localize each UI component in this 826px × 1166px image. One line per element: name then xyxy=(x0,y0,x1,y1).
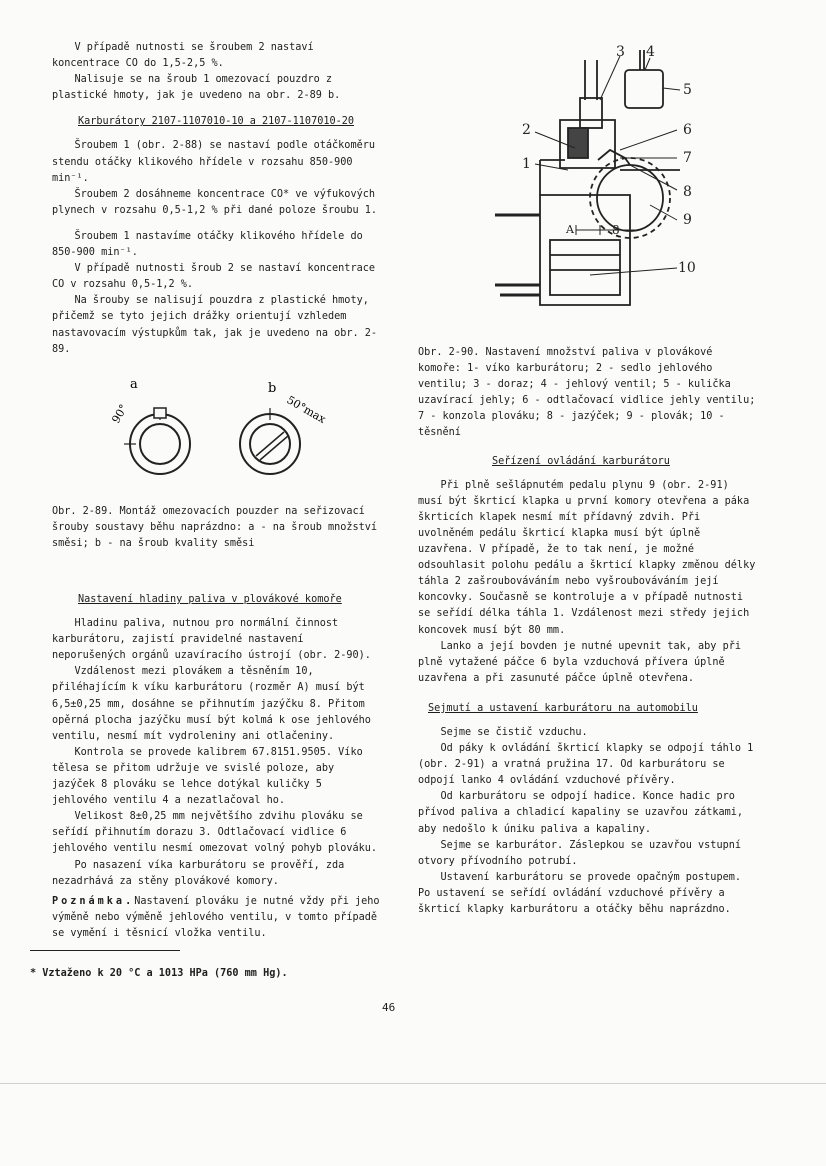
fig90-label-a: A xyxy=(566,223,574,236)
fig90-label-5: 5 xyxy=(683,82,692,98)
control-paragraph-2: Lanko a její bovden je nutné upevnit tak, aby při plně vytažené páčce 6 byla vzduchová přívera úplně uzavřena a při zasunuté páčce úplně otevřena. xyxy=(418,640,741,684)
left-column xyxy=(52,40,382,358)
carburetor-paragraph-5: Na šrouby se nalisují pouzdra z plastické hmoty, přičemž se tyto jejich drážky orientují vzhledem nastavovacím výstupkům tak, jak je uvedeno na obr. 2-89. xyxy=(52,295,378,355)
bushing-a-inner xyxy=(140,424,180,464)
fuel-level-paragraph-2: Vzdálenost mezi plovákem a těsněním 10, přiléhajícím k víku karburátoru (rozměr A) musí být 6,5±0,25 mm, dosáhne se přihnutím jazýčku 8. Přitom opěrná plocha jazýčku musí být kolmá k ose jehlového ventilu, nesmí mít vydroleniny ani otlačeniny. xyxy=(52,666,371,742)
carburetor-paragraph-2: Šroubem 2 dosáhneme koncentrace CO* ve výfukových plynech v rozsahu 0,5-1,2 % při dané poloze šroubu 1. xyxy=(52,188,378,216)
figure-2-90-diagram xyxy=(480,40,720,340)
note-label: Poznámka. xyxy=(52,895,135,907)
fig90-label-4: 4 xyxy=(646,44,655,60)
intro-paragraph-1: V případě nutnosti se šroubem 2 nastaví koncentrace CO do 1,5-2,5 %. xyxy=(52,42,314,70)
fig89-label-a: a xyxy=(130,377,138,392)
fig90-label-8-dim: 8 xyxy=(612,223,620,237)
removal-paragraph-1: Sejme se čistič vzduchu. xyxy=(440,726,588,738)
footnote-divider xyxy=(30,950,180,951)
fig89-label-b: b xyxy=(268,381,277,396)
fuel-level-paragraph-5: Po nasazení víka karburátoru se prověří, zda nezadrhává za stěny plovákové komory. xyxy=(52,859,345,887)
fig89-angle-a: 90° xyxy=(109,402,131,426)
note-text: Nastavení plováku je nutné vždy při jeho výměně nebo výměně jehlového ventilu, v tomto případě se vymění i těsnicí vložka ventilu. xyxy=(52,895,380,939)
figure-2-89-caption: Obr. 2-89. Montáž omezovacích pouzder na seřizovací šrouby soustavy běhu naprázdno: a - na šroub množství směsi; b - na šroub kvality směsi xyxy=(52,506,378,549)
fuel-level-paragraph-4: Velikost 8±0,25 mm největšího zdvihu plováku se seřídí přihnutím dorazu 3. Odtlačovací vidlice 6 jehlového ventilu nesmí omezovat volný pohyb plováku. xyxy=(52,811,378,855)
fig90-label-2: 2 xyxy=(522,122,531,138)
section-heading-fuel-level: Nastavení hladiny paliva v plovákové komoře xyxy=(78,594,342,605)
section-heading-carburetor-control: Seřízení ovládání karburátoru xyxy=(492,455,670,467)
section-heading-removal: Sejmutí a ustavení karburátoru na automobilu xyxy=(428,702,698,714)
left-column-lower xyxy=(52,592,382,942)
fuel-level-paragraph-1: Hladinu paliva, nutnou pro normální činnost karburátoru, zajistí pravidelné nastavení neporušených orgánů uzavíracího ústrojí (obr. 2-90). xyxy=(52,618,371,662)
fig90-label-7: 7 xyxy=(683,150,692,166)
fuel-level-paragraph-3: Kontrola se provede kalibrem 67.8151.9505. Víko tělesa se přitom udržuje ve svislé poloze, aby jazýček 8 plováku se lehce dotýkal kuličky 5 jehlového ventilu 4 a nezatlačoval ho. xyxy=(52,746,363,807)
section-heading-carburetors: Karburátory 2107-1107010-10 a 2107-1107010-20 xyxy=(78,116,355,128)
fig90-label-3: 3 xyxy=(616,44,625,60)
figure-2-90-caption: Obr. 2-90. Nastavení množství paliva v plovákové komoře: 1- víko karburátoru; 2 - sedlo jehlového ventilu; 3 - doraz; 4 - jehlový ventil; 5 - kulička uzavírací jehly; 6 - odtlačovací vidlice jehly ventilu; 7 - konzola plováku; 8 - jazýček; 9 - plovák; 10 - těsnění xyxy=(418,347,756,439)
fig89-angle-b: 50°max xyxy=(284,393,328,426)
fig90-label-10: 10 xyxy=(678,260,696,276)
carburetor-paragraph-4: V případě nutnosti šroub 2 se nastaví koncentrace CO v rozsahu 0,5-1,2 %. xyxy=(52,263,375,291)
fig90-label-1: 1 xyxy=(522,156,531,172)
control-paragraph-1: Při plně sešlápnutém pedalu plynu 9 (obr. 2-91) musí být škrticí klapka u první komory otevřena a páka škrticích klapek nesmí mít přídavný zdvih. Při uvolněném pedálu škrticí klapka musí být úplně uzavřena. V případě, že to tak není, je možné odsouhlasit polohu pedálu a škrticí klapky změnou délky táhla 2 zašroubováváním nebo vyšroubováváním její koncovky. Současně se kontroluje a v případě nutnosti se seřídí délka táhla 1. Vzdálenost mezi středy jejich koncovek musí být 80 mm. xyxy=(418,479,756,636)
intro-paragraph-2: Nalisuje se na šroub 1 omezovací pouzdro z plastické hmoty, jak je uvedeno na obr. 2-89 b. xyxy=(52,74,341,102)
removal-paragraph-4: Sejme se karburátor. Záslepkou se uzavřou vstupní otvory přívodního potrubí. xyxy=(418,839,741,867)
removal-paragraph-5: Ustavení karburátoru se provede opačným postupem. Po ustavení se seřídí ovládání vzduchové přívěry a škrticí klapky karburátoru a otáčky běhu naprázdno. xyxy=(418,871,741,915)
removal-paragraph-2: Od páky k ovládání škrticí klapky se odpojí táhlo 1 (obr. 2-91) a vratná pružina 17. Od karburátoru se odpojí lanko 4 ovládání vzduchové přívěry. xyxy=(418,743,754,787)
carburetor-paragraph-3: Šroubem 1 nastavíme otáčky klikového hřídele do 850-900 min⁻¹. xyxy=(52,230,363,259)
right-column xyxy=(418,345,758,918)
carburetor-paragraph-1: Šroubem 1 (obr. 2-88) se nastaví podle otáčkoměru stendu otáčky klikového hřídele v rozsahu 850-900 min⁻¹. xyxy=(52,140,375,184)
scan-edge-line xyxy=(0,1083,826,1084)
note-paragraph xyxy=(52,894,382,942)
fig90-label-6: 6 xyxy=(683,122,692,138)
fig90-label-8: 8 xyxy=(683,184,692,200)
fig90-label-9: 9 xyxy=(683,212,692,228)
page-number: 46 xyxy=(382,1001,396,1014)
footnote: * Vztaženo k 20 °C a 1013 HPa (760 mm Hg). xyxy=(30,968,288,979)
figure-2-89-diagram xyxy=(90,372,360,492)
removal-paragraph-3: Od karburátoru se odpojí hadice. Konce hadic pro přívod paliva a chladicí kapaliny se uzavřou zátkami, aby nedošlo k úniku paliva a kapaliny. xyxy=(418,791,744,835)
